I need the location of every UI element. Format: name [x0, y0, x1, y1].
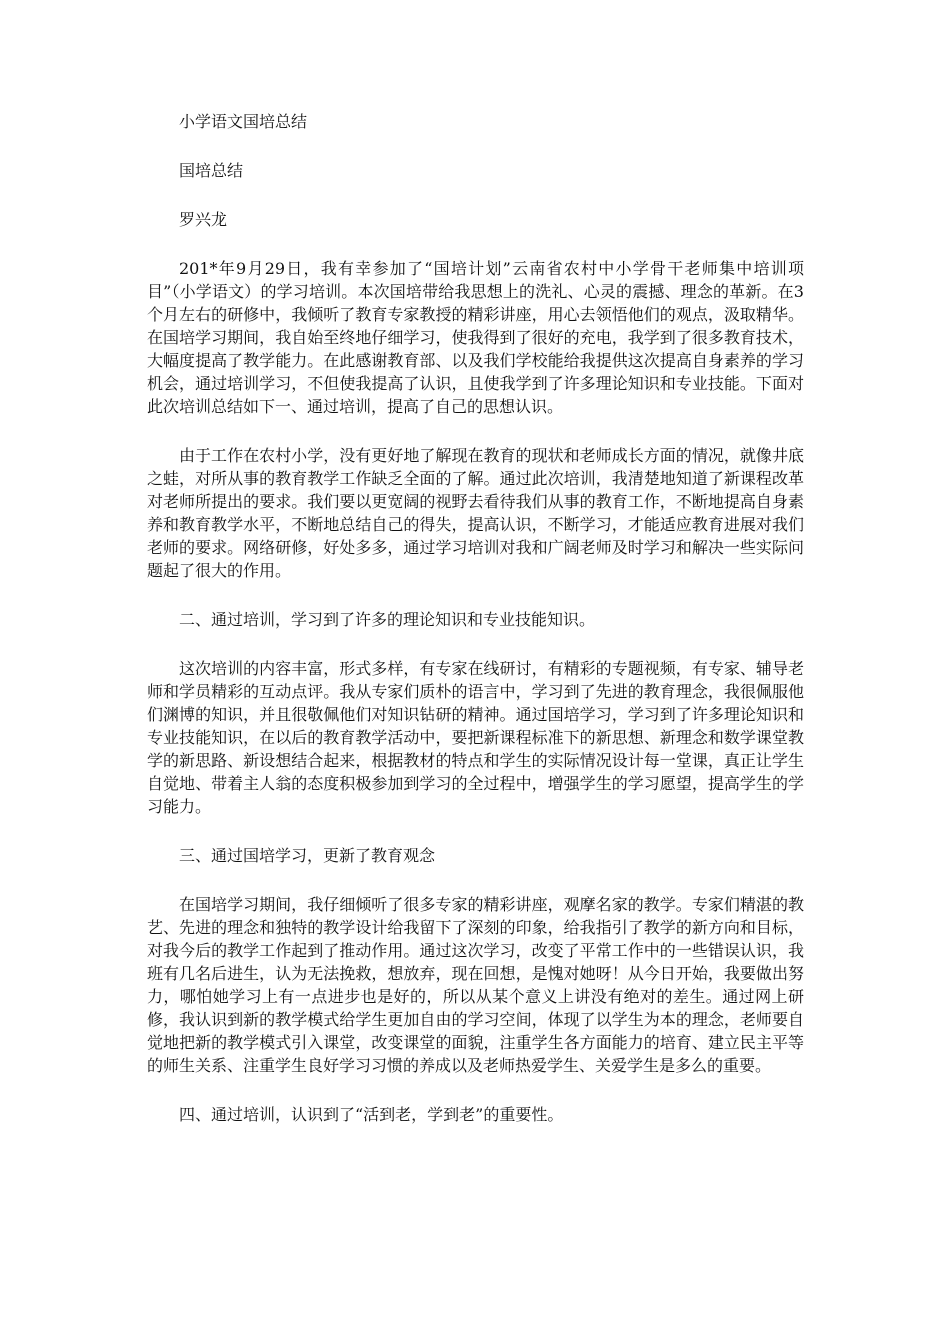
paragraph: 这次培训的内容丰富，形式多样，有专家在线研讨，有精彩的专题视频，有专家、辅导老师和学员精彩的互动点评。我从专家们质朴的语言中，学习到了先进的教育理念，我很佩服他们渊博的知识，并且很敬佩他们对知识钻研的精神。通过国培学习，学习到了许多理论知识和专业技能知识，在以后的教育教学活动中，要把新课程标准下的新思想、新理念和数学课堂教学的新思路、新设想结合起来，根据教材的特点和学生的实际情况设计每一堂课，真正让学生自觉地、带着主人翁的态度积极参加到学习的全过程中，增强学生的学习愿望，提高学生的学习能力。	[147, 659, 804, 816]
document-author: 罗兴龙	[179, 210, 228, 229]
section-heading: 四、通过培训，认识到了“活到老，学到老”的重要性。	[179, 1105, 564, 1124]
document-body	[147, 110, 804, 1152]
document-title: 小学语文国培总结	[179, 112, 308, 131]
paragraph: 由于工作在农村小学，没有更好地了解现在教育的现状和老师成长方面的情况，就像井底之蛙，对所从事的教育教学工作缺乏全面的了解。通过此次培训，我清楚地知道了新课程改革对老师所提出的要求。我们要以更宽阔的视野去看待我们从事的教育工作，不断地提高自身素养和教育教学水平，不断地总结自己的得失，提高认识，不断学习，才能适应教育进展对我们老师的要求。网络研修，好处多多，通过学习培训对我和广阔老师及时学习和解决一些实际问题起了很大的作用。	[147, 446, 804, 580]
section-heading: 二、通过培训，学习到了许多的理论知识和专业技能知识。	[179, 610, 596, 629]
document-subtitle: 国培总结	[179, 161, 244, 180]
section-heading: 三、通过国培学习，更新了教育观念	[179, 846, 436, 865]
paragraph: 在国培学习期间，我仔细倾听了很多专家的精彩讲座，观摩名家的教学。专家们精湛的教艺、先进的理念和独特的教学设计给我留下了深刻的印象，给我指引了教学的新方向和目标，对我今后的教学工作起到了推动作用。通过这次学习，改变了平常工作中的一些错误认识，我班有几名后进生，认为无法挽救，想放弃，现在回想，是愧对她呀！从今日开始，我要做出努力，哪怕她学习上有一点进步也是好的，所以从某个意义上讲没有绝对的差生。通过网上研修，我认识到新的教学模式给学生更加自由的学习空间，体现了以学生为本的理念，老师要自觉地把新的教学模式引入课堂，改变课堂的面貌，注重学生各方面能力的培育、建立民主平等的师生关系、注重学生良好学习习惯的养成以及老师热爱学生、关爱学生是多么的重要。	[147, 895, 804, 1075]
paragraph: 201*年9月29日，我有幸参加了“国培计划”云南省农村中小学骨干老师集中培训项目”（小学语文）的学习培训。本次国培带给我思想上的洗礼、心灵的震撼、理念的革新。在3个月左右的研修中，我倾听了教育专家教授的精彩讲座，用心去领悟他们的观点，汲取精华。在国培学习期间，我自始至终地仔细学习，使我得到了很好的充电，我学到了很多教育技术，大幅度提高了教学能力。在此感谢教育部、以及我们学校能给我提供这次提高自身素养的学习机会，通过培训学习，不但使我提高了认识，且使我学到了许多理论知识和专业技能。下面对此次培训总结如下一、通过培训，提高了自己的思想认识。	[147, 259, 804, 416]
